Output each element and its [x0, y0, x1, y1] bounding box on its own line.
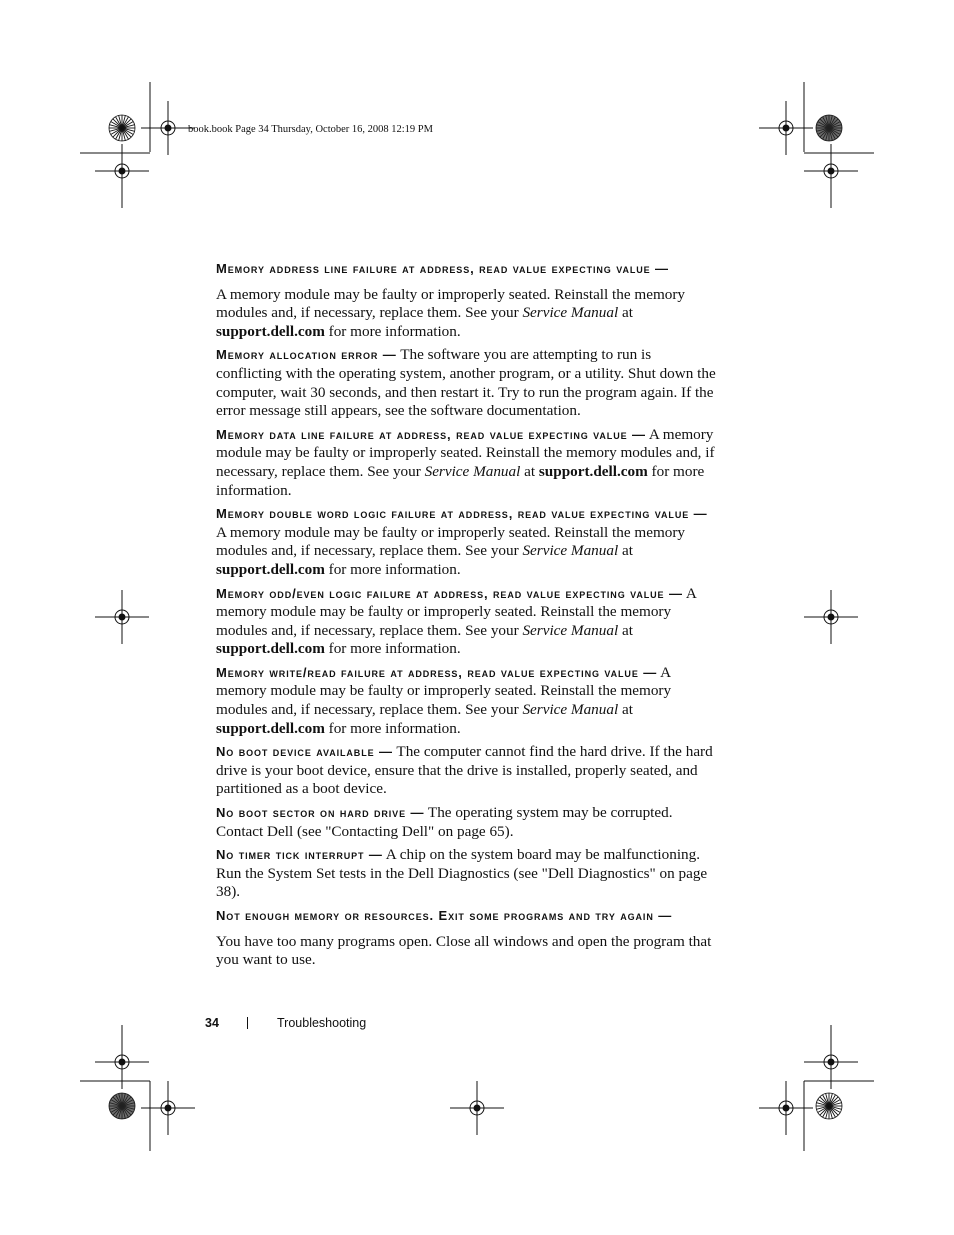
error-entry: Memory double word logic failure at address, read value expecting value — A memory module may be faulty or improperly seated. Reinstall the memory modules and, if necessary, replace them. See your Service Manual at support.dell.com for more information.	[216, 506, 708, 578]
error-description: A chip on the system board may be malfunctioning. Run the System Set tests in the Dell Diagnostics (see "Dell Diagnostics" on page 38).	[216, 846, 708, 901]
registration-target-icon	[804, 590, 858, 644]
support-url: support.dell.com	[216, 322, 325, 340]
error-description: A memory module may be faulty or improperly seated. Reinstall the memory modules and, if necessary, replace them. See your	[216, 285, 686, 322]
error-heading: No timer tick interrupt —	[216, 847, 383, 863]
error-description: The operating system may be corrupted. Contact Dell (see "Contacting Dell" on page 65).	[216, 804, 673, 840]
error-entry: Memory write/read failure at address, read value expecting value — A memory module may be faulty or improperly seated. Reinstall the memory modules and, if necessary, replace them. See your Service Manual at support.dell.com for more information.	[216, 663, 672, 737]
error-description: The software you are attempting to run is conflicting with the operating system, another program, or a utility. Shut down the computer, wait 30 seconds, and then restart it. Try to run the program again. If the error message still appears, see the software documentation.	[216, 346, 716, 420]
color-rosette-icon	[816, 115, 842, 141]
registration-target-icon	[141, 1081, 195, 1135]
support-url: support.dell.com	[538, 462, 648, 480]
page-number: 34	[205, 1016, 219, 1030]
registration-target-icon	[141, 101, 195, 155]
error-heading: Memory address line failure at address, read value expecting value —	[216, 261, 669, 276]
error-description: You have too many programs open. Close all windows and open the program that you want to use.	[216, 932, 712, 969]
error-heading: Memory data line failure at address, read value expecting value —	[216, 426, 646, 442]
error-heading: No boot sector on hard drive —	[216, 805, 425, 821]
registration-target-icon	[95, 144, 149, 198]
error-entry	[216, 846, 716, 902]
error-entry: Memory address line failure at address, read value expecting value — A memory module may be faulty or improperly seated. Reinstall the memory modules and, if necessary, replace them. See your Service Manual at support.dell.com for more information.	[216, 260, 716, 341]
error-entry: Memory odd/even logic failure at address, read value expecting value — A memory module may be faulty or improperly seated. Reinstall the memory modules and, if necessary, replace them. See your Service Manual at support.dell.com for more information.	[216, 584, 696, 658]
error-description: A memory module may be faulty or improperly seated. Reinstall the memory modules and, if necessary, replace them. See your	[216, 584, 696, 639]
error-entry	[216, 346, 716, 420]
registration-target-icon	[95, 590, 149, 644]
error-entry	[216, 804, 716, 841]
error-heading: Memory double word logic failure at address, read value expecting value —	[216, 506, 708, 522]
error-heading: Memory write/read failure at address, read value expecting value —	[216, 664, 658, 680]
color-rosette-icon	[109, 115, 135, 141]
error-heading: No boot device available —	[216, 744, 393, 760]
error-heading: Not enough memory or resources. Exit some programs and try again —	[216, 908, 673, 923]
registration-target-icon	[759, 1081, 813, 1135]
error-description: A memory module may be faulty or improperly seated. Reinstall the memory modules and, if necessary, replace them. See your	[216, 663, 672, 719]
manual-title: Service Manual	[522, 621, 619, 639]
registration-target-icon	[759, 101, 813, 155]
manual-title: Service Manual	[424, 462, 521, 480]
manual-title: Service Manual	[522, 542, 619, 560]
error-heading: Memory odd/even logic failure at address, read value expecting value —	[216, 585, 683, 601]
error-entry	[216, 743, 716, 799]
support-url: support.dell.com	[216, 719, 325, 737]
error-entry: Memory data line failure at address, read value expecting value — A memory module may be faulty or improperly seated. Reinstall the memory modules and, if necessary, replace them. See your Service Manual at support.dell.com for more information.	[216, 425, 715, 499]
support-url: support.dell.com	[216, 640, 325, 658]
support-url: support.dell.com	[216, 560, 325, 578]
print-slug: book.book Page 34 Thursday, October 16, 2008 12:19 PM	[188, 124, 433, 135]
color-rosette-icon	[109, 1093, 135, 1119]
section-title: Troubleshooting	[277, 1016, 367, 1030]
error-description: A memory module may be faulty or improperly seated. Reinstall the memory modules and, if necessary, replace them. See your	[216, 425, 715, 480]
error-message-list	[216, 258, 716, 975]
color-rosette-icon	[816, 1093, 842, 1119]
registration-target-icon	[450, 1081, 504, 1135]
registration-target-icon	[804, 144, 858, 198]
error-entry	[216, 907, 716, 970]
footer-divider	[247, 1017, 248, 1029]
error-description: A memory module may be faulty or improperly seated. Reinstall the memory modules and, if necessary, replace them. See your	[216, 523, 686, 560]
error-description: The computer cannot find the hard drive. If the hard drive is your boot device, ensure that the drive is installed, properly seated, and partitioned as a boot device.	[216, 743, 713, 798]
manual-title: Service Manual	[522, 304, 619, 322]
manual-title: Service Manual	[522, 701, 619, 719]
error-heading: Memory allocation error —	[216, 347, 397, 363]
